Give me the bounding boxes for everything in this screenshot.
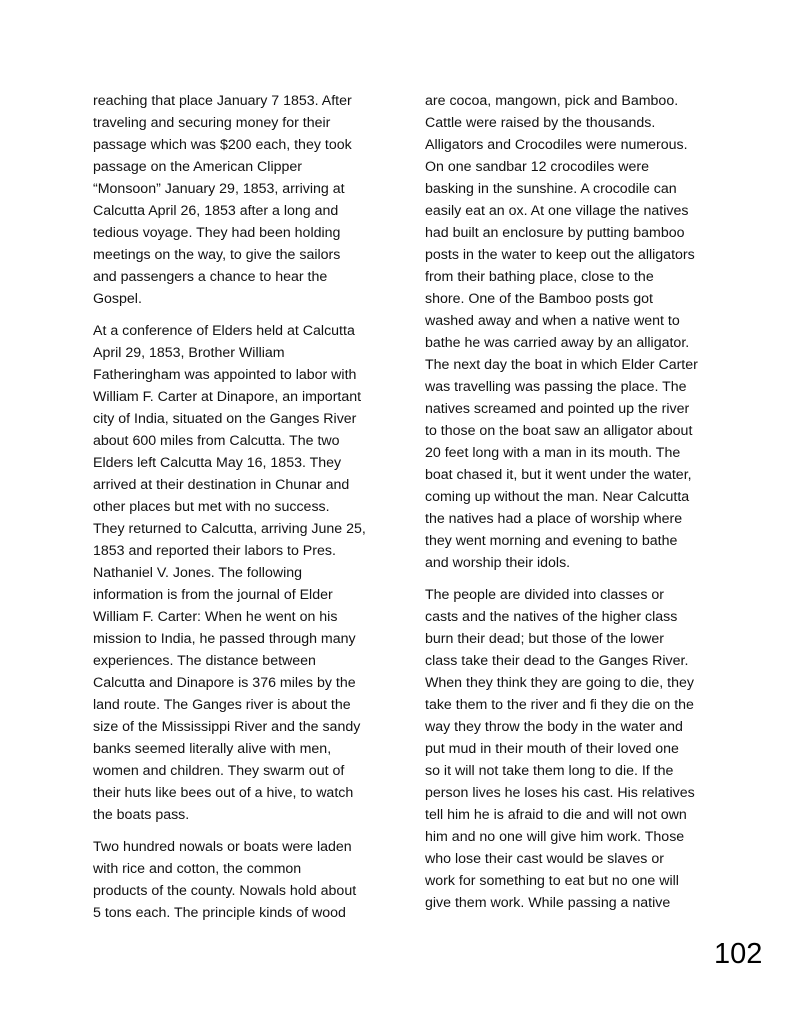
text-line: Cattle were raised by the thousands.: [425, 115, 656, 131]
text-line: shore. One of the Bamboo posts got: [425, 291, 653, 307]
paragraph-gap: [93, 310, 385, 320]
text-line: put mud in their mouth of their loved one: [425, 741, 679, 757]
text-line: banks seemed literally alive with men,: [93, 741, 332, 757]
text-line: was travelling was passing the place. The: [425, 379, 687, 395]
text-line: size of the Mississippi River and the sandy: [93, 719, 361, 735]
text-line: give them work. While passing a native: [425, 895, 671, 911]
text-line: are cocoa, mangown, pick and Bamboo.: [425, 93, 679, 109]
paragraph: [425, 90, 717, 574]
text-line: to those on the boat saw an alligator about: [425, 423, 693, 439]
text-line: arrived at their destination in Chunar and: [93, 477, 350, 493]
text-line: information is from the journal of Elder: [93, 587, 333, 603]
text-line: the boats pass.: [93, 807, 190, 823]
text-line: other places but met with no success.: [93, 499, 330, 515]
text-line: reaching that place January 7 1853. After: [93, 93, 352, 109]
text-line: with rice and cotton, the common: [93, 861, 302, 877]
text-line: experiences. The distance between: [93, 653, 316, 669]
paragraph: [93, 90, 385, 310]
text-line: posts in the water to keep out the alligators: [425, 247, 695, 263]
text-line: coming up without the man. Near Calcutta: [425, 489, 690, 505]
text-line: him and no one will give him work. Those: [425, 829, 685, 845]
right-column: [425, 90, 717, 914]
text-line: Calcutta and Dinapore is 376 miles by the: [93, 675, 356, 691]
paragraph: [93, 320, 385, 826]
text-line: April 29, 1853, Brother William: [93, 345, 285, 361]
text-line: passage which was $200 each, they took: [93, 137, 352, 153]
text-line: basking in the sunshine. A crocodile can: [425, 181, 677, 197]
text-line: The people are divided into classes or: [425, 587, 664, 603]
text-line: bathe he was carried away by an alligator.: [425, 335, 690, 351]
text-line: so it will not take them long to die. If the: [425, 763, 674, 779]
text-line: “Monsoon” January 29, 1853, arriving at: [93, 181, 345, 197]
page-number: 102: [714, 938, 763, 970]
paragraph-gap: [93, 826, 385, 836]
text-line: boat chased it, but it went under the water,: [425, 467, 692, 483]
text-line: casts and the natives of the higher class: [425, 609, 678, 625]
paragraph: [425, 584, 717, 914]
text-line: passage on the American Clipper: [93, 159, 302, 175]
text-line: tell him he is afraid to die and will not own: [425, 807, 687, 823]
text-line: land route. The Ganges river is about the: [93, 697, 351, 713]
text-line: products of the county. Nowals hold about: [93, 883, 357, 899]
text-line: work for something to eat but no one will: [425, 873, 679, 889]
text-line: William F. Carter at Dinapore, an important: [93, 389, 362, 405]
left-column: [93, 90, 385, 924]
text-line: class take their dead to the Ganges River.: [425, 653, 689, 669]
text-line: natives screamed and pointed up the river: [425, 401, 690, 417]
paragraph-gap: [425, 574, 717, 584]
text-line: mission to India, he passed through many: [93, 631, 356, 647]
text-line: traveling and securing money for their: [93, 115, 331, 131]
text-line: Gospel.: [93, 291, 142, 307]
text-line: had built an enclosure by putting bamboo: [425, 225, 685, 241]
text-line: city of India, situated on the Ganges River: [93, 411, 357, 427]
text-line: The next day the boat in which Elder Carter: [425, 357, 698, 373]
text-line: way they throw the body in the water and: [425, 719, 683, 735]
text-line: they went morning and evening to bathe: [425, 533, 678, 549]
text-line: meetings on the way, to give the sailors: [93, 247, 341, 263]
text-line: Elders left Calcutta May 16, 1853. They: [93, 455, 342, 471]
paragraph: [93, 836, 385, 924]
text-line: easily eat an ox. At one village the natives: [425, 203, 689, 219]
text-line: 5 tons each. The principle kinds of wood: [93, 905, 346, 921]
text-line: William F. Carter: When he went on his: [93, 609, 338, 625]
text-line: 1853 and reported their labors to Pres.: [93, 543, 336, 559]
text-line: They returned to Calcutta, arriving June 25,: [93, 521, 366, 537]
text-line: and worship their idols.: [425, 555, 571, 571]
text-line: Nathaniel V. Jones. The following: [93, 565, 303, 581]
text-line: Alligators and Crocodiles were numerous.: [425, 137, 688, 153]
text-line: from their bathing place, close to the: [425, 269, 654, 285]
text-line: When they think they are going to die, they: [425, 675, 694, 691]
text-line: Fatheringham was appointed to labor with: [93, 367, 357, 383]
text-line: take them to the river and fi they die on the: [425, 697, 694, 713]
text-line: who lose their cast would be slaves or: [425, 851, 664, 867]
text-line: Calcutta April 26, 1853 after a long and: [93, 203, 339, 219]
text-line: Two hundred nowals or boats were laden: [93, 839, 352, 855]
text-line: washed away and when a native went to: [425, 313, 680, 329]
text-line: 20 feet long with a man in its mouth. The: [425, 445, 681, 461]
text-line: At a conference of Elders held at Calcutta: [93, 323, 355, 339]
text-line: the natives had a place of worship where: [425, 511, 683, 527]
text-line: and passengers a chance to hear the: [93, 269, 328, 285]
text-line: person lives he loses his cast. His relatives: [425, 785, 695, 801]
text-line: On one sandbar 12 crocodiles were: [425, 159, 649, 175]
text-line: burn their dead; but those of the lower: [425, 631, 664, 647]
text-line: their huts like bees out of a hive, to watch: [93, 785, 354, 801]
text-line: tedious voyage. They had been holding: [93, 225, 341, 241]
text-line: women and children. They swarm out of: [93, 763, 345, 779]
text-line: about 600 miles from Calcutta. The two: [93, 433, 340, 449]
